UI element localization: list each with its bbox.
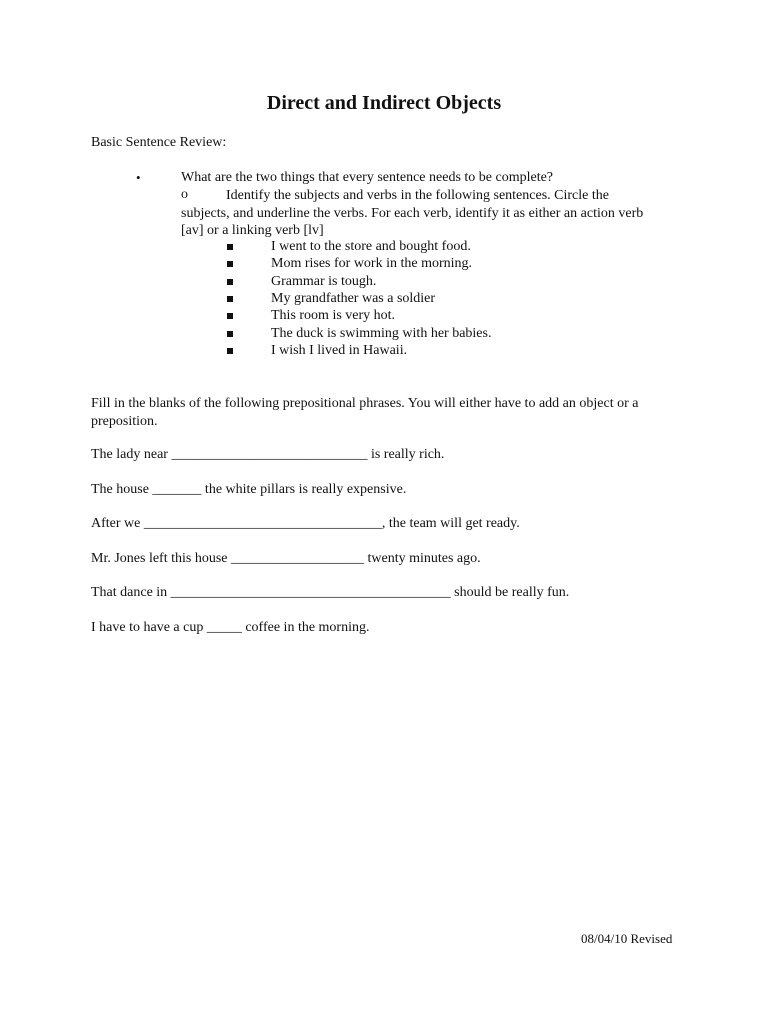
revision-footer: 08/04/10 Revised: [581, 931, 673, 946]
fill-line: That dance in ________________________________________ should be really fun.: [91, 585, 570, 600]
sentence-text: This room is very hot.: [271, 308, 396, 324]
square-bullet-icon: [227, 261, 233, 267]
sentence-text: Mom rises for work in the morning.: [271, 256, 473, 272]
review-question: What are the two things that every sentence needs to be complete?: [181, 170, 554, 185]
square-bullet-icon: [227, 279, 233, 285]
fill-line: After we __________________________________, the team will get ready.: [91, 516, 520, 531]
square-bullet-icon: [227, 313, 233, 319]
sentence-text: I wish I lived in Hawaii.: [271, 342, 408, 358]
sentence-text: Grammar is tough.: [271, 273, 377, 289]
sentence-text: My grandfather was a soldier: [271, 290, 436, 306]
review-heading: Basic Sentence Review:: [91, 135, 227, 150]
instructions-text: Identify the subjects and verbs in the following sentences. Circle the subjects, and underline the verbs. For each verb, identify it as either an action verb [av] or a linking verb [lv]: [181, 188, 644, 238]
square-bullet-icon: [227, 331, 233, 337]
square-bullet-icon: [227, 244, 233, 250]
sub-bullet-marker: o: [181, 187, 188, 202]
fill-line: The house _______ the white pillars is really expensive.: [91, 482, 407, 497]
square-bullet-icon: [227, 296, 233, 302]
bullet-icon: •: [136, 170, 141, 185]
sentence-text: The duck is swimming with her babies.: [271, 325, 492, 341]
fill-line: Mr. Jones left this house ___________________ twenty minutes ago.: [91, 551, 481, 566]
fill-line: I have to have a cup _____ coffee in the morning.: [91, 620, 370, 635]
fill-line: The lady near ____________________________ is really rich.: [91, 447, 445, 462]
square-bullet-icon: [227, 348, 233, 354]
sentence-text: I went to the store and bought food.: [271, 239, 471, 254]
fill-in-instructions: Fill in the blanks of the following prepositional phrases. You will either have to add an object or a preposition.: [91, 396, 639, 429]
page-title: Direct and Indirect Objects: [266, 92, 502, 114]
